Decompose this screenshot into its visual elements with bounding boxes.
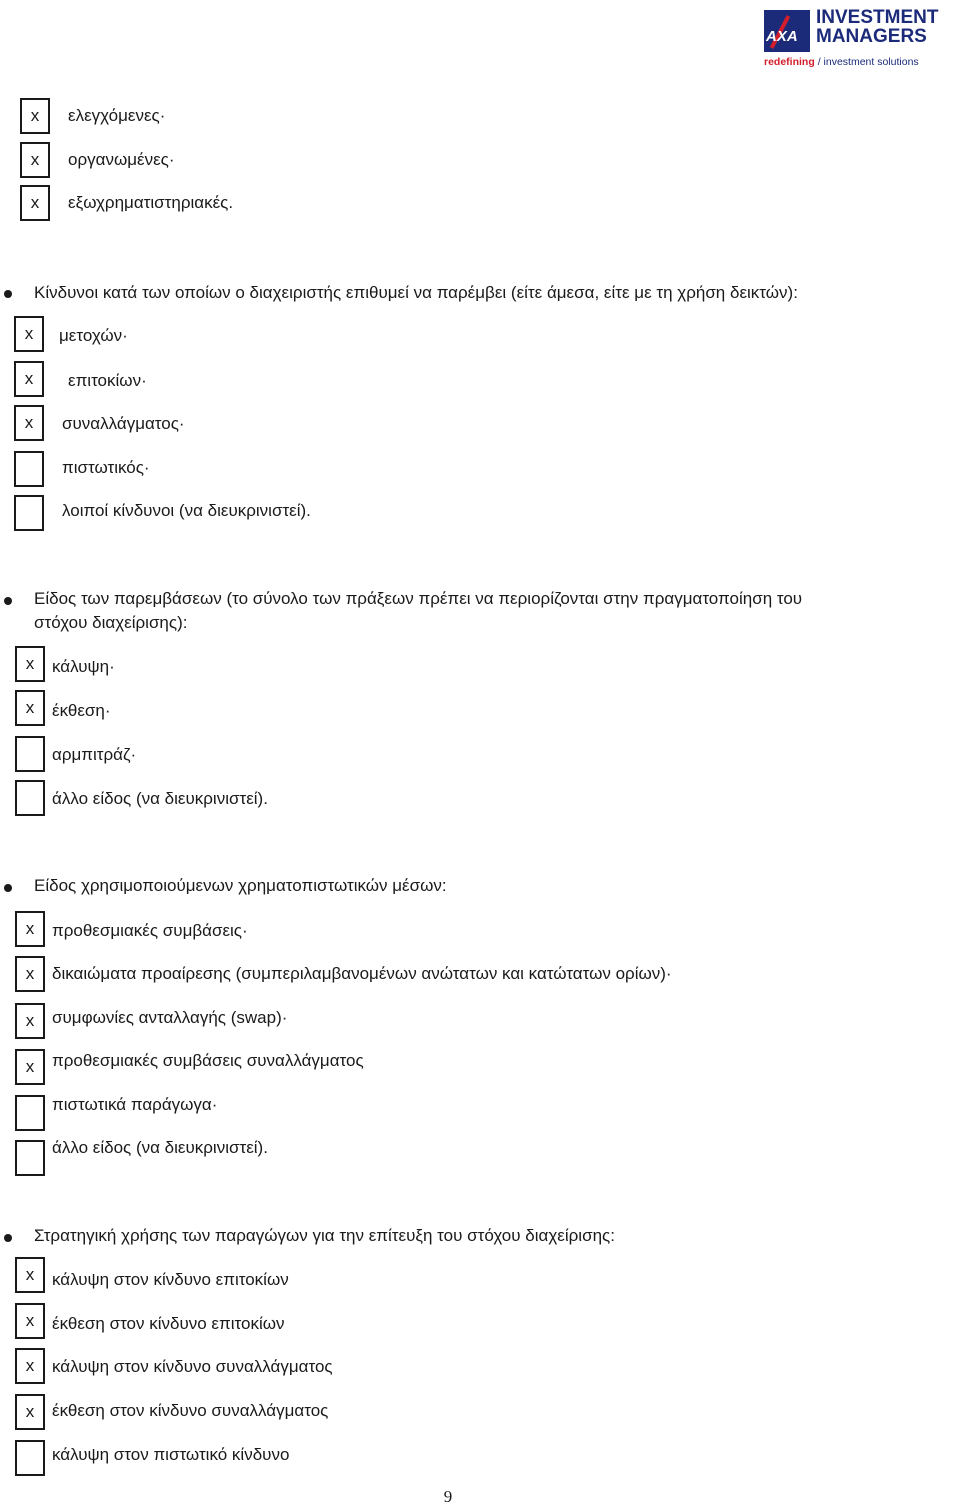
axa-im-logo	[764, 8, 956, 70]
checkbox[interactable]	[15, 1440, 45, 1476]
bullet-icon	[4, 1234, 12, 1242]
checkbox-label: έκθεση·	[52, 701, 111, 720]
checkbox-label: έκθεση στον κίνδυνο συναλλάγματος	[52, 1401, 329, 1420]
checkbox-label: συμφωνίες ανταλλαγής (swap)·	[52, 1008, 288, 1027]
checkbox-label: πιστωτικά παράγωγα·	[52, 1095, 218, 1114]
checkbox[interactable]: x	[15, 690, 45, 726]
checkbox-label: οργανωμένες·	[68, 150, 175, 169]
bullet-icon	[4, 597, 12, 605]
logo-line2: MANAGERS	[816, 26, 927, 47]
section3-heading: Είδος χρησιμοποιούμενων χρηματοπιστωτικών μέσων:	[34, 876, 447, 895]
checkbox-label: αρμπιτράζ·	[52, 745, 137, 764]
checkbox[interactable]: x	[14, 405, 44, 441]
checkbox[interactable]: x	[20, 142, 50, 178]
logo-line1: INVESTMENT	[816, 7, 939, 28]
checkbox[interactable]: x	[15, 911, 45, 947]
checkbox-label: άλλο είδος (να διευκρινιστεί).	[52, 789, 268, 808]
checkbox-label: πιστωτικός·	[62, 458, 150, 477]
section4-heading: Στρατηγική χρήσης των παραγώγων για την επίτευξη του στόχου διαχείρισης:	[34, 1226, 615, 1245]
checkbox-label: κάλυψη στον κίνδυνο συναλλάγματος	[52, 1357, 333, 1376]
logo-tagline	[764, 56, 919, 68]
checkbox-label: έκθεση στον κίνδυνο επιτοκίων	[52, 1314, 285, 1333]
checkbox[interactable]	[15, 1140, 45, 1176]
checkbox-label: κάλυψη στον κίνδυνο επιτοκίων	[52, 1270, 289, 1289]
checkbox[interactable]: x	[15, 1394, 45, 1430]
checkbox[interactable]: x	[14, 361, 44, 397]
checkbox-label: επιτοκίων·	[68, 371, 147, 390]
page-number: 9	[443, 1487, 453, 1506]
checkbox-label: κάλυψη·	[52, 657, 115, 676]
checkbox-label: δικαιώματα προαίρεσης (συμπεριλαμβανομένων ανώτατων και κατώτατων ορίων)·	[52, 964, 672, 983]
checkbox[interactable]: x	[20, 185, 50, 221]
axa-logo-mark	[764, 10, 810, 52]
checkbox[interactable]	[14, 495, 44, 531]
checkbox-label: συναλλάγματος·	[62, 414, 185, 433]
section1-heading: Κίνδυνοι κατά των οποίων ο διαχειριστής επιθυμεί να παρέμβει (είτε άμεσα, είτε με τη χρήση δεικτών):	[34, 283, 798, 302]
logo-tagline-b: / investment solutions	[817, 56, 919, 68]
section2-heading-line1: Είδος των παρεμβάσεων (το σύνολο των πράξεων πρέπει να περιορίζονται στην πραγματοποίηση του	[34, 589, 803, 608]
checkbox[interactable]	[15, 780, 45, 816]
checkbox-label: μετοχών·	[59, 326, 128, 345]
section2-heading-line2: στόχου διαχείρισης):	[34, 613, 188, 632]
checkbox-label: προθεσμιακές συμβάσεις·	[52, 921, 248, 940]
checkbox[interactable]: x	[15, 1303, 45, 1339]
logo-tagline-a: redefining	[764, 56, 815, 68]
checkbox[interactable]: x	[15, 1348, 45, 1384]
checkbox[interactable]	[15, 736, 45, 772]
checkbox-label: προθεσμιακές συμβάσεις συναλλάγματος	[52, 1051, 364, 1070]
logo-brand: AXA	[766, 28, 798, 45]
checkbox[interactable]	[14, 451, 44, 487]
checkbox-label: ελεγχόμενες·	[68, 106, 166, 125]
checkbox-label: εξωχρηματιστηριακές.	[68, 193, 234, 212]
checkbox[interactable]: x	[15, 1049, 45, 1085]
checkbox[interactable]: x	[15, 956, 45, 992]
bullet-icon	[4, 290, 12, 298]
checkbox-label: κάλυψη στον πιστωτικό κίνδυνο	[52, 1445, 290, 1464]
checkbox-label: λοιποί κίνδυνοι (να διευκρινιστεί).	[62, 501, 311, 520]
checkbox[interactable]: x	[15, 646, 45, 682]
bullet-icon	[4, 884, 12, 892]
checkbox-label: άλλο είδος (να διευκρινιστεί).	[52, 1138, 268, 1157]
checkbox[interactable]: x	[20, 98, 50, 134]
checkbox[interactable]: x	[15, 1003, 45, 1039]
checkbox[interactable]	[15, 1095, 45, 1131]
checkbox[interactable]: x	[14, 316, 44, 352]
checkbox[interactable]: x	[15, 1257, 45, 1293]
